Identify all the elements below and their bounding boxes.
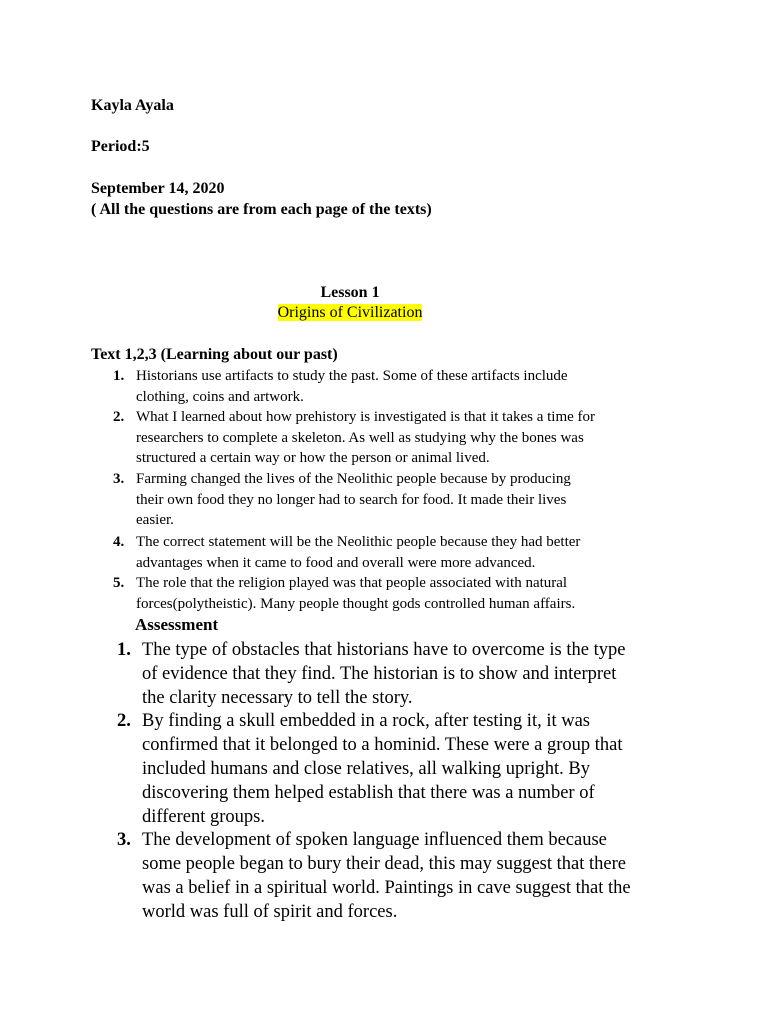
lesson-title: Origins of Civilization <box>277 304 423 321</box>
item-line: The role that the religion played was that people associated with natural <box>136 575 568 591</box>
item-line: of evidence that they find. The historian is to show and interpret <box>142 664 617 684</box>
item-line: their own food they no longer had to search for food. It made their lives <box>136 491 567 508</box>
item-line: structured a certain way or how the person or animal lived. <box>136 450 490 466</box>
item-number: 2. <box>117 711 131 731</box>
assessment-heading: Assessment <box>135 615 219 634</box>
item-line: confirmed that it belonged to a hominid. These were a group that <box>142 735 623 755</box>
item-text <box>142 709 623 829</box>
item-number: 4. <box>113 534 125 550</box>
item-line: By finding a skull embedded in a rock, after testing it, it was <box>142 711 591 731</box>
item-line: Farming changed the lives of the Neolithic people because by producing <box>136 471 571 487</box>
item-text <box>142 638 625 710</box>
item-number: 5. <box>113 575 125 591</box>
item-line: different groups. <box>142 807 265 827</box>
item-text <box>136 469 571 531</box>
item-text <box>136 366 568 407</box>
item-line: discovering them helped establish that there was a number of <box>142 783 595 803</box>
item-text <box>136 407 595 469</box>
item-number: 3. <box>117 830 131 850</box>
item-line: The development of spoken language influenced them because <box>142 830 607 850</box>
item-line: Historians use artifacts to study the past. Some of these artifacts include <box>136 368 568 384</box>
item-line: What I learned about how prehistory is investigated is that it takes a time for <box>136 409 596 425</box>
lesson-number: Lesson 1 <box>320 284 380 301</box>
item-line: included humans and close relatives, all walking upright. By <box>142 759 591 779</box>
item-line: was a belief in a spiritual world. Paintings in cave suggest that the <box>142 878 631 898</box>
item-text <box>136 573 575 614</box>
item-number: 1. <box>113 368 125 384</box>
item-line: The correct statement will be the Neolithic people because they had better <box>136 534 581 550</box>
questions-note: ( All the questions are from each page of the texts) <box>91 201 432 218</box>
item-text <box>142 828 631 924</box>
date-label: September 14, 2020 <box>91 180 225 197</box>
item-line: some people began to bury their dead, this may suggest that there <box>142 854 626 874</box>
item-line: forces(polytheistic). Many people thought gods controlled human affairs. <box>136 595 576 612</box>
item-number: 1. <box>117 640 131 660</box>
item-line: researchers to complete a skeleton. As well as studying why the bones was <box>136 429 584 446</box>
item-line: the clarity necessary to tell the story. <box>142 688 413 708</box>
item-line: clothing, coins and artwork. <box>136 388 304 405</box>
item-line: The type of obstacles that historians have to overcome is the type <box>142 640 626 660</box>
item-text <box>136 532 580 573</box>
item-line: world was full of spirit and forces. <box>142 902 398 922</box>
item-number: 3. <box>113 471 125 487</box>
item-line: easier. <box>136 512 174 528</box>
lesson-title-wrapper <box>0 303 700 323</box>
text-section-heading: Text 1,2,3 (Learning about our past) <box>91 346 338 363</box>
period-label: Period:5 <box>91 138 150 155</box>
item-line: advantages when it came to food and overall were more advanced. <box>136 554 536 571</box>
student-name: Kayla Ayala <box>91 97 174 114</box>
item-number: 2. <box>113 409 125 425</box>
